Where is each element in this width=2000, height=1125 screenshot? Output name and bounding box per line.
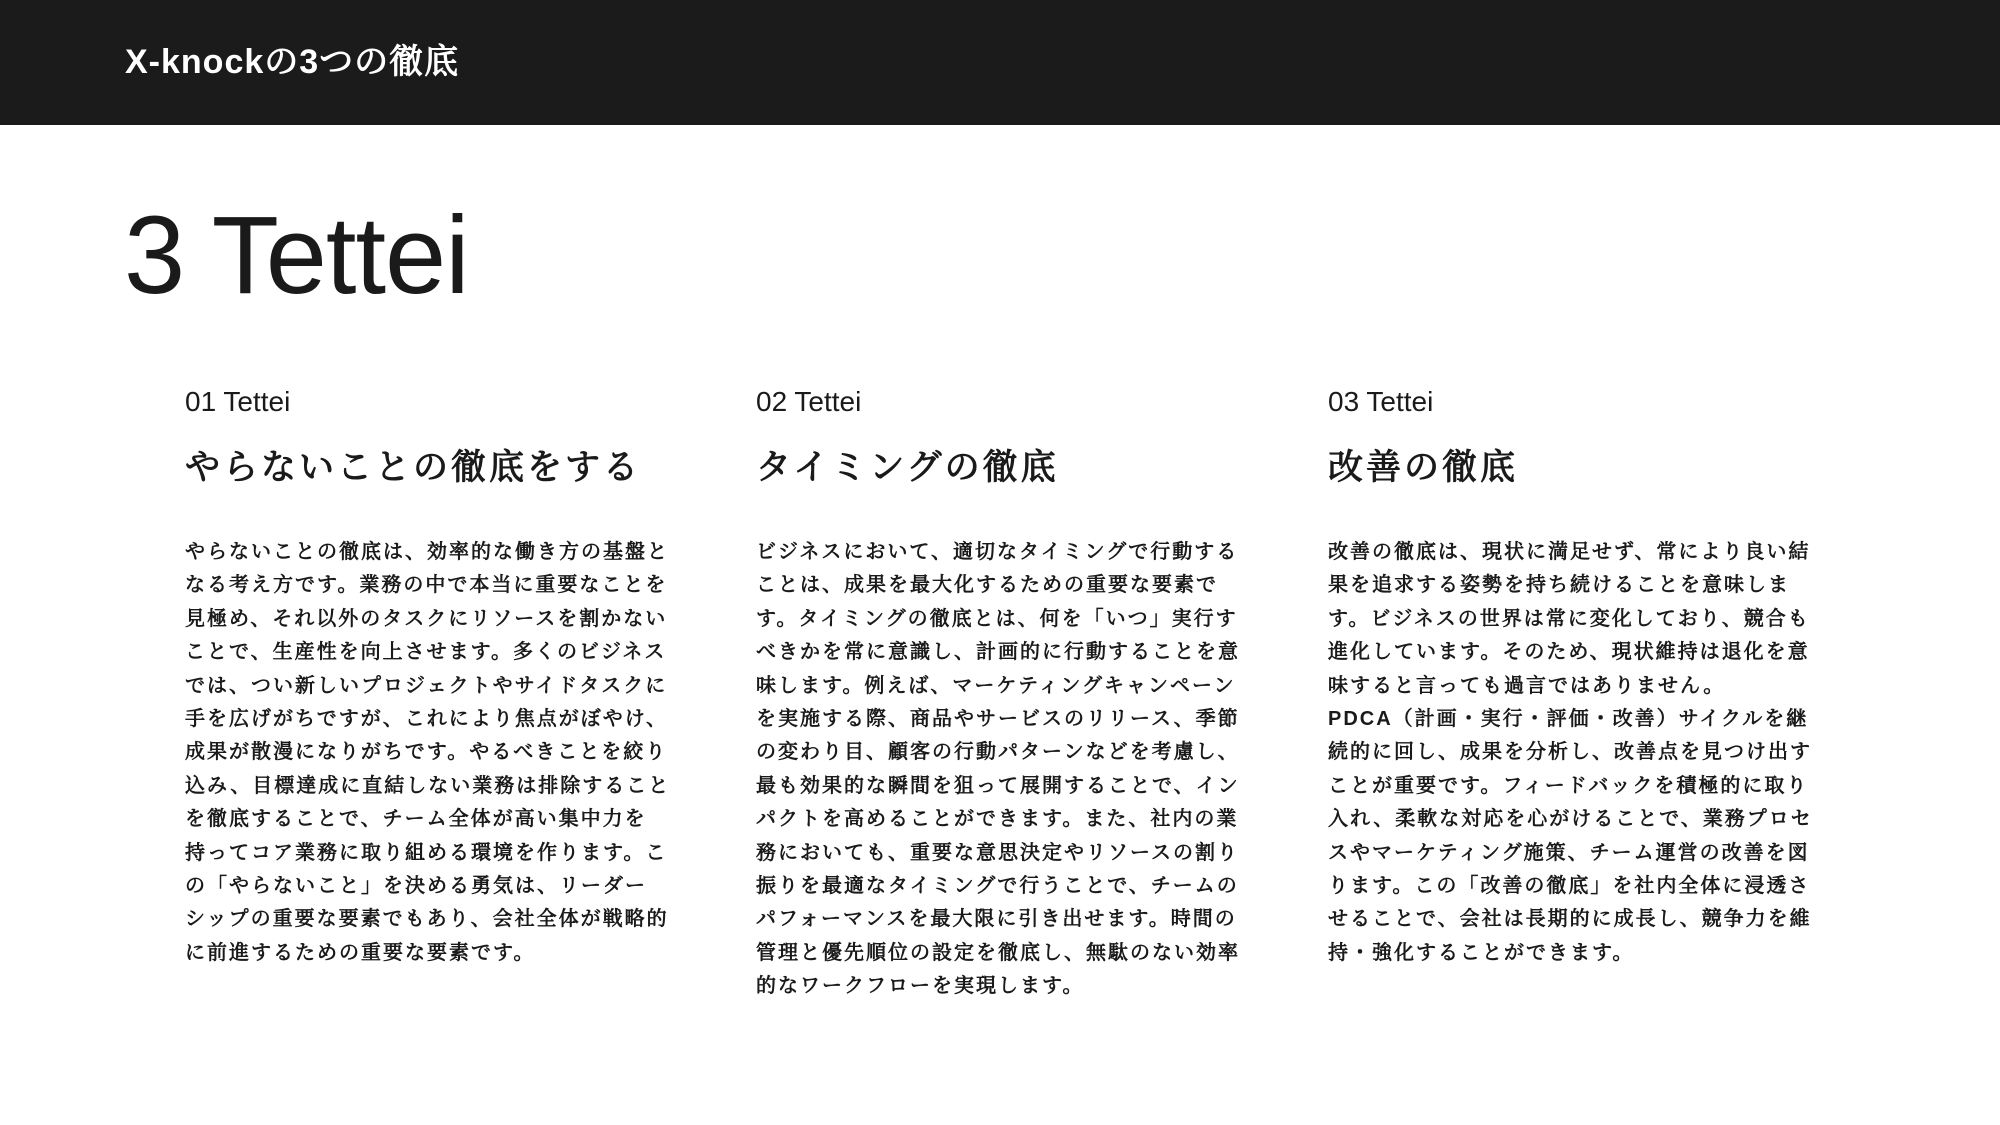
body-line: ビジネスにおいて、適切なタイミングで行動する (756, 541, 1239, 563)
body-line: 振りを最適なタイミングで行うことで、チームの (756, 874, 1239, 897)
body-line: PDCA（計画・実行・評価・改善）サイクルを継 (1328, 707, 1809, 730)
column-heading: やらないことの徹底をする (185, 448, 642, 487)
column-body (185, 536, 685, 970)
column-number: 03 Tettei (1328, 386, 1434, 417)
body-line: を実施する際、商品やサービスのリリース、季節 (756, 707, 1240, 730)
body-line: ことが重要です。フィードバックを積極的に取り (1328, 774, 1809, 797)
body-line: の変わり目、顧客の行動パターンなどを考慮し、 (756, 741, 1240, 764)
body-line: 味します。例えば、マーケティングキャンペーン (756, 674, 1236, 697)
tettei-column-1 (185, 384, 685, 970)
body-line: 入れ、柔軟な対応を心がけることで、業務プロセ (1328, 808, 1813, 831)
body-line: では、つい新しいプロジェクトやサイドタスクに (185, 674, 668, 697)
column-heading: 改善の徹底 (1328, 448, 1519, 487)
body-line: やらないことの徹底は、効率的な働き方の基盤と (185, 541, 669, 563)
body-line: パクトを高めることができます。また、社内の業 (756, 808, 1239, 831)
body-line: べきかを常に意識し、計画的に行動することを意 (756, 641, 1240, 664)
header-bar (0, 0, 2000, 125)
body-line: なる考え方です。業務の中で本当に重要なことを (185, 574, 668, 597)
body-line: 込み、目標達成に直結しない業務は排除すること (185, 774, 671, 797)
body-line: す。ビジネスの世界は常に変化しており、競合も (1328, 607, 1810, 630)
body-line: 改善の徹底は、現状に満足せず、常により良い結 (1328, 541, 1811, 563)
tettei-column-2 (756, 384, 1256, 1003)
body-line: の「やらないこと」を決める勇気は、リーダー (185, 874, 647, 897)
tettei-column-3 (1328, 384, 1828, 970)
column-body (1328, 536, 1828, 970)
header-title: X-knockの3つの徹底 (125, 43, 460, 81)
column-number: 01 Tettei (185, 386, 291, 417)
body-line: ことで、生産性を向上させます。多くのビジネス (185, 641, 667, 664)
body-line: 的なワークフローを実現します。 (756, 975, 1085, 998)
body-line: 見極め、それ以外のタスクにリソースを割かない (185, 607, 668, 630)
body-line: せることで、会社は長期的に成長し、競争力を維 (1328, 908, 1812, 931)
body-line: 続的に回し、成果を分析し、改善点を見つけ出す (1328, 741, 1812, 764)
body-line: シップの重要な要素でもあり、会社全体が戦略的 (185, 908, 669, 931)
body-line: ります。この「改善の徹底」を社内全体に浸透さ (1328, 874, 1811, 897)
body-line: 果を追求する姿勢を持ち続けることを意味しま (1328, 574, 1790, 597)
column-body (756, 536, 1256, 1003)
body-line: 成果が散漫になりがちです。やるべきことを絞り (185, 741, 668, 764)
body-line: 最も効果的な瞬間を狙って展開することで、イン (756, 774, 1240, 797)
body-line: スやマーケティング施策、チーム運営の改善を図 (1328, 841, 1810, 864)
body-line: 進化しています。そのため、現状維持は退化を意 (1328, 641, 1810, 664)
body-line: ことは、成果を最大化するための重要な要素で (756, 574, 1218, 597)
body-line: に前進するための重要な要素です。 (185, 941, 536, 964)
body-line: 持・強化することができます。 (1328, 941, 1635, 964)
body-line: 味すると言っても過言ではありません。 (1328, 674, 1726, 697)
column-heading: タイミングの徹底 (756, 448, 1059, 487)
body-line: 手を広げがちですが、これにより焦点がぼやけ、 (185, 707, 668, 730)
body-line: 管理と優先順位の設定を徹底し、無駄のない効率 (756, 941, 1240, 964)
body-line: 持ってコア業務に取り組める環境を作ります。こ (185, 841, 668, 864)
body-line: パフォーマンスを最大限に引き出せます。時間の (756, 908, 1237, 931)
column-number: 02 Tettei (756, 386, 862, 417)
body-line: す。タイミングの徹底とは、何を「いつ」実行す (756, 607, 1238, 630)
body-line: 務においても、重要な意思決定やリソースの割り (756, 841, 1239, 864)
body-line: を徹底することで、チーム全体が高い集中力を (185, 808, 647, 831)
page-title: 3 Tettei (124, 194, 469, 317)
